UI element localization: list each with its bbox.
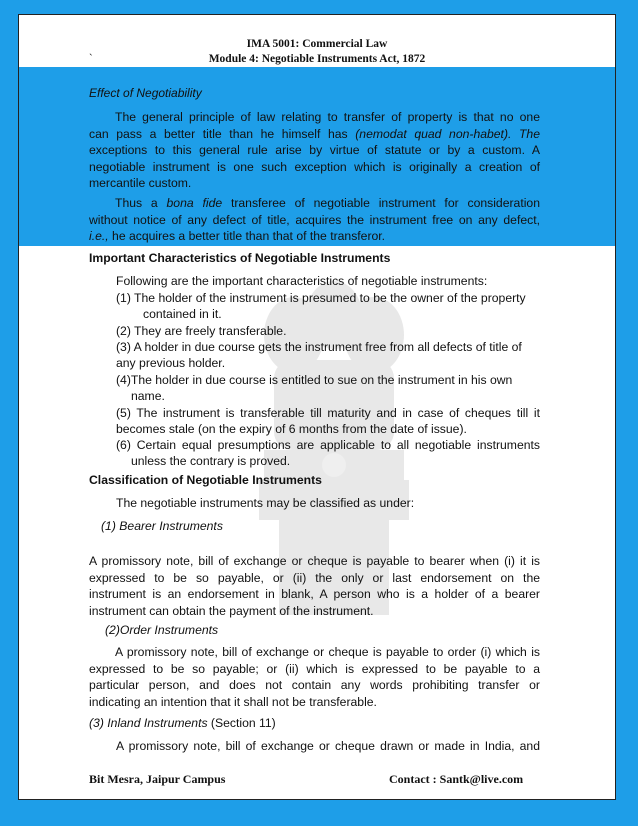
order-heading: (2)Order Instruments: [105, 623, 219, 637]
effect-p1-line: exceptions to this general rule arise by virtue of statute or by a custom. A: [89, 143, 540, 157]
effect-p1-text: can pass a better title than he himself has: [89, 126, 348, 141]
effect-p1-line: [89, 126, 540, 143]
order-line: expressed to be so payable; or (ii) which is expressed to be payable to a: [89, 661, 540, 676]
characteristic-item: unless the contrary is proved.: [131, 454, 291, 468]
characteristic-item: (1) The holder of the instrument is presumed to be the owner of the property: [116, 291, 526, 305]
characteristic-item: (6) Certain equal presumptions are applicable to all negotiable instruments: [116, 438, 540, 452]
effect-p1-line: The general principle of law relating to transfer of property is that no one: [115, 110, 540, 124]
bearer-line: A promissory note, bill of exchange or cheque is payable to bearer when (i) it is: [89, 554, 540, 568]
characteristic-item: any previous holder.: [116, 356, 226, 370]
effect-p1-line: negotiable instrument is one such exception which is originally a creation of: [89, 159, 540, 174]
bearer-paragraph: [89, 553, 540, 619]
effect-p1-line: mercantile custom.: [89, 176, 192, 190]
effect-p2-ie: i.e.,: [89, 229, 109, 243]
characteristic-item: (5) The instrument is transferable till maturity and in case of cheques till it: [116, 406, 540, 420]
order-paragraph: [89, 644, 540, 710]
stray-mark: `: [89, 53, 93, 65]
order-line: A promissory note, bill of exchange or cheque is payable to order (i) which is: [115, 645, 540, 659]
bearer-line: expressed to be so payable, or (ii) the only or last endorsement on the: [89, 570, 540, 585]
characteristic-item: name.: [131, 389, 165, 403]
order-line: indicating an intention that it shall not be transferable.: [89, 694, 377, 709]
effect-p2-line: [89, 228, 540, 245]
characteristic-item: (2) They are freely transferable.: [116, 324, 287, 338]
order-line: particular person, and does not contain any words prohibiting transfer or: [89, 678, 540, 692]
bearer-line: instrument is an endorsement in blank, A person who is a holder of a bearer: [89, 587, 540, 601]
classification-intro: The negotiable instruments may be classified as under:: [116, 496, 415, 510]
characteristic-item: (3) A holder in due course gets the instrument free from all defects of title of: [116, 340, 522, 354]
effect-heading: Effect of Negotiability: [89, 86, 202, 100]
bearer-line: instrument can obtain the payment of the instrument.: [89, 603, 374, 618]
characteristic-item: becomes stale (on the expiry of 6 months from the date of issue).: [116, 422, 467, 436]
footer-contact: Contact : Santk@live.com: [389, 772, 524, 786]
inland-line: A promissory note, bill of exchange or cheque drawn or made in India, and: [116, 739, 540, 753]
classification-heading: Classification of Negotiable Instruments: [89, 473, 322, 487]
effect-p2-text: transferee of negotiable instrument for consideration: [230, 196, 540, 210]
footer-campus: Bit Mesra, Jaipur Campus: [89, 772, 226, 786]
characteristics-intro: Following are the important characteristics of negotiable instruments:: [116, 274, 488, 288]
effect-paragraph-2: [89, 195, 540, 245]
inland-section-ref: (Section 11): [207, 716, 276, 730]
characteristics-heading: Important Characteristics of Negotiable Instruments: [89, 251, 391, 265]
characteristic-item: contained in it.: [143, 307, 222, 321]
inland-heading: [89, 715, 276, 731]
bearer-heading: (1) Bearer Instruments: [101, 519, 223, 533]
inland-heading-text: (3) Inland Instruments: [89, 716, 208, 730]
header-module-title: Module 4: Negotiable Instruments Act, 1872: [208, 53, 426, 65]
header-course-title: IMA 5001: Commercial Law: [246, 38, 388, 50]
effect-p1-latin: (nemodat quad non-habet). The: [355, 126, 540, 141]
effect-p2-bonafide: bona fide: [166, 196, 223, 210]
effect-p2-line: without notice of any defect of title, acquires the instrument free on any defect,: [89, 212, 540, 227]
effect-p2-line: [89, 195, 540, 212]
effect-paragraph-1: [89, 109, 540, 192]
effect-p2-text: he acquires a better title than that of the transferor.: [108, 229, 386, 243]
document-page: [18, 14, 616, 800]
characteristic-item: (4)The holder in due course is entitled to sue on the instrument in his own: [116, 373, 513, 387]
effect-p2-text: Thus a: [115, 196, 158, 210]
